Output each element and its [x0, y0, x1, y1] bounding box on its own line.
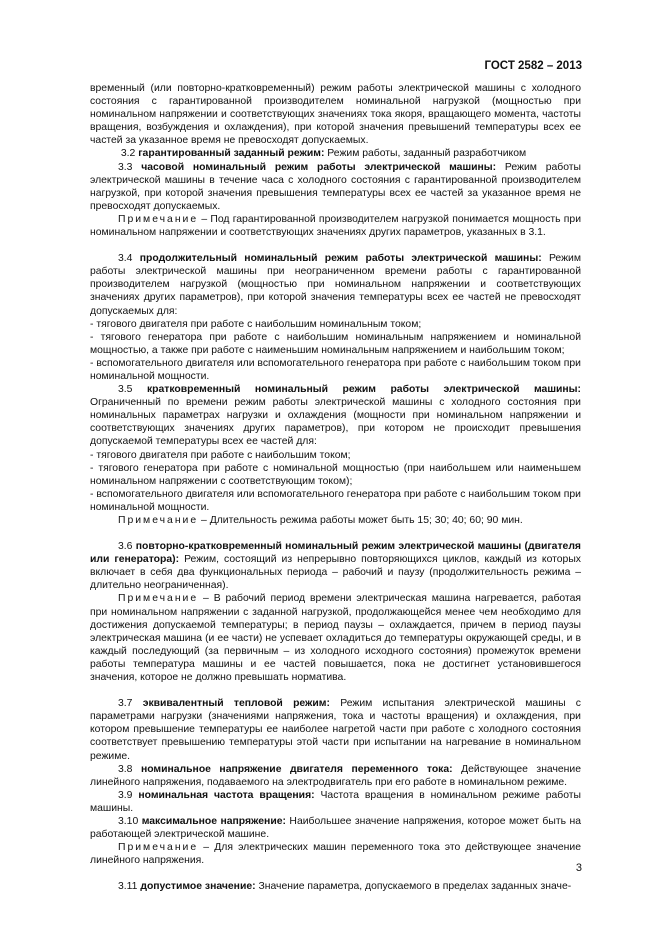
section-text: Режим работы, заданный разработчиком [324, 148, 527, 160]
note-text: – Для электрических машин переменного тока это действующее значение линейного напряжения. [90, 842, 581, 867]
section-number: 3.8 [118, 763, 141, 775]
section-3-8 [90, 763, 581, 789]
section-number: 3.6 [118, 541, 136, 553]
section-text: Частота вращения в номинальном режиме работы машины. [90, 789, 581, 814]
section-number: 3.2 [120, 148, 139, 160]
section-text: Режим, состоящий из непрерывно повторяющихся циклов, каждый из которых включает в себя два функциональных периода – рабочий и паузу (продолжительность режима – длительно неограниченная). [90, 554, 581, 592]
note-3-6 [90, 592, 581, 684]
section-term: часовой номинальный режим работы электрической машины: [141, 161, 497, 173]
section-term: кратковременный номинальный режим работы электрической машины: [146, 384, 581, 396]
section-number: 3.5 [118, 384, 147, 396]
section-3-4 [90, 252, 581, 317]
section-text: Режим работы электрической машины в течение часа с холодного состояния с гарантированной производителем нагрузкой, при которой значения превышения температуры всех ее частей за указанное время не превосходят допускаемых. [90, 161, 581, 212]
section-3-7 [90, 697, 581, 762]
section-text: Наибольшее значение напряжения, которое может быть на работающей электрической машине. [90, 815, 581, 841]
section-number: 3.4 [118, 253, 140, 265]
section-term: номинальное напряжение двигателя переменного тока: [140, 763, 453, 775]
section-number: 3.7 [118, 698, 143, 710]
list-item: - тягового двигателя при работе с наибольшим током; [90, 449, 351, 461]
section-number: 3.11 [118, 881, 141, 893]
section-text: Действующее значение линейного напряжения, подаваемого на электродвигатель при его работе в номинальном режиме. [90, 763, 581, 788]
list-item: - тягового двигателя при работе с наибольшим номинальным током; [90, 318, 422, 330]
section-number: 3.10 [118, 815, 142, 827]
section-text: Режим работы электрической машины при неограниченном времени работы с гарантированной производителем нагрузкой (мощностью при номинальном напряжении и соответствующих значениях других параметров), при которой значения температуры всех ее частей не превосходят допускаемых для: [90, 253, 581, 317]
document-header: ГОСТ 2582 – 2013 [484, 60, 582, 72]
document-body [90, 82, 581, 893]
section-3-6 [90, 540, 581, 592]
note-text: – Под гарантированной производителем нагрузкой понимается мощность при номинальном напряжении и соответствующих значениях других параметров, указанных в 3.1. [90, 213, 581, 239]
section-3-2 [90, 147, 581, 160]
note-label: Примечание [118, 213, 199, 225]
section-term: повторно-кратковременный номинальный режим электрической машины (двигателя или генератора): [90, 541, 581, 566]
note-label: Примечание [118, 593, 199, 605]
note-label: Примечание [118, 842, 199, 854]
section-3-3 [90, 161, 581, 213]
section-term: номинальная частота вращения: [138, 789, 315, 801]
section-3-11 [90, 880, 581, 893]
list-item: - тягового генератора при работе с номинальной мощностью (при наибольшем или наименьшем номинальном напряжении с соответствующим током); [90, 462, 581, 487]
section-text: Режим испытания электрической машины с параметрами нагрузки (значениями напряжения, тока и частоты вращения) и охлаждения, при котором превышение температуры ее наиболее нагретой части при работе с холодного состояния соответствует превышению температуры этой части при испытании на нагревание в номинальном режиме. [90, 698, 582, 762]
note-3-10 [90, 841, 581, 867]
list-item: - вспомогательного двигателя или вспомогательного генератора при работе с наибольшим током при номинальной мощности. [90, 488, 581, 513]
section-3-9 [90, 789, 581, 815]
section-3-5 [90, 383, 581, 448]
section-text: Ограниченный по времени режим работы электрической машины с холодного состояния при номинальных параметрах нагрузки и охлаждения (мощности при номинальном напряжении и соответствующих значениях других параметров), при котором не происходит превышения допускаемой температуры всех ее частей для: [90, 397, 581, 448]
note-3-5 [90, 514, 581, 527]
section-term: эквивалентный тепловой режим: [142, 698, 330, 710]
note-label: Примечание [118, 515, 199, 526]
section-term: гарантированный заданный режим: [138, 148, 325, 160]
section-3-10 [90, 815, 581, 841]
section-number: 3.9 [118, 789, 139, 801]
list-item: - вспомогательного двигателя или вспомогательного генератора при работе с наибольшим током при номинальной мощности. [90, 357, 581, 382]
note-text: – В рабочий период времени электрическая машина нагревается, работая при номинальном напряжении с заданной нагрузкой, продолжающейся менее чем необходимо для достижения допускаемой температуры; в период паузы – охлаждается, причем в период паузы электрическая машина (и ее части) не успевает охладиться до температуры окружающей среды, и в каждый последующий (за первичным – из холодного исходного состояния) промежуток времени работы температура машины и ее частей повышается, пока не достигнет установившегося значения, которое не должно превышать норматива. [90, 593, 581, 684]
section-term: продолжительный номинальный режим работы электрической машины: [139, 253, 542, 265]
section-number: 3.3 [118, 161, 142, 173]
list-item: - тягового генератора при работе с наибольшим номинальным напряжением и номинальной мощностью, а также при работе с наименьшим номинальным напряжением и наибольшим током; [90, 331, 581, 356]
note-text: – Длительность режима работы может быть 15; 30; 40; 60; 90 мин. [198, 515, 523, 526]
intro-paragraph: временный (или повторно-кратковременный) режим работы электрической машины с холодного состояния с гарантированной производителем номинальной нагрузкой (мощностью при номинальном напряжении и соответствующих значениях тока якоря, вращающего момента, частоты вращения, возбуждения и охлаждения), при которой значения превышений температуры всех ее частей за указанное время не превосходят допускаемых. [90, 83, 581, 147]
section-term: максимальное напряжение: [141, 815, 286, 827]
section-text: Значение параметра, допускаемого в пределах заданных значе- [255, 881, 572, 893]
page-number: 3 [575, 862, 582, 874]
note-3-3 [90, 213, 581, 239]
section-term: допустимое значение: [140, 881, 256, 893]
